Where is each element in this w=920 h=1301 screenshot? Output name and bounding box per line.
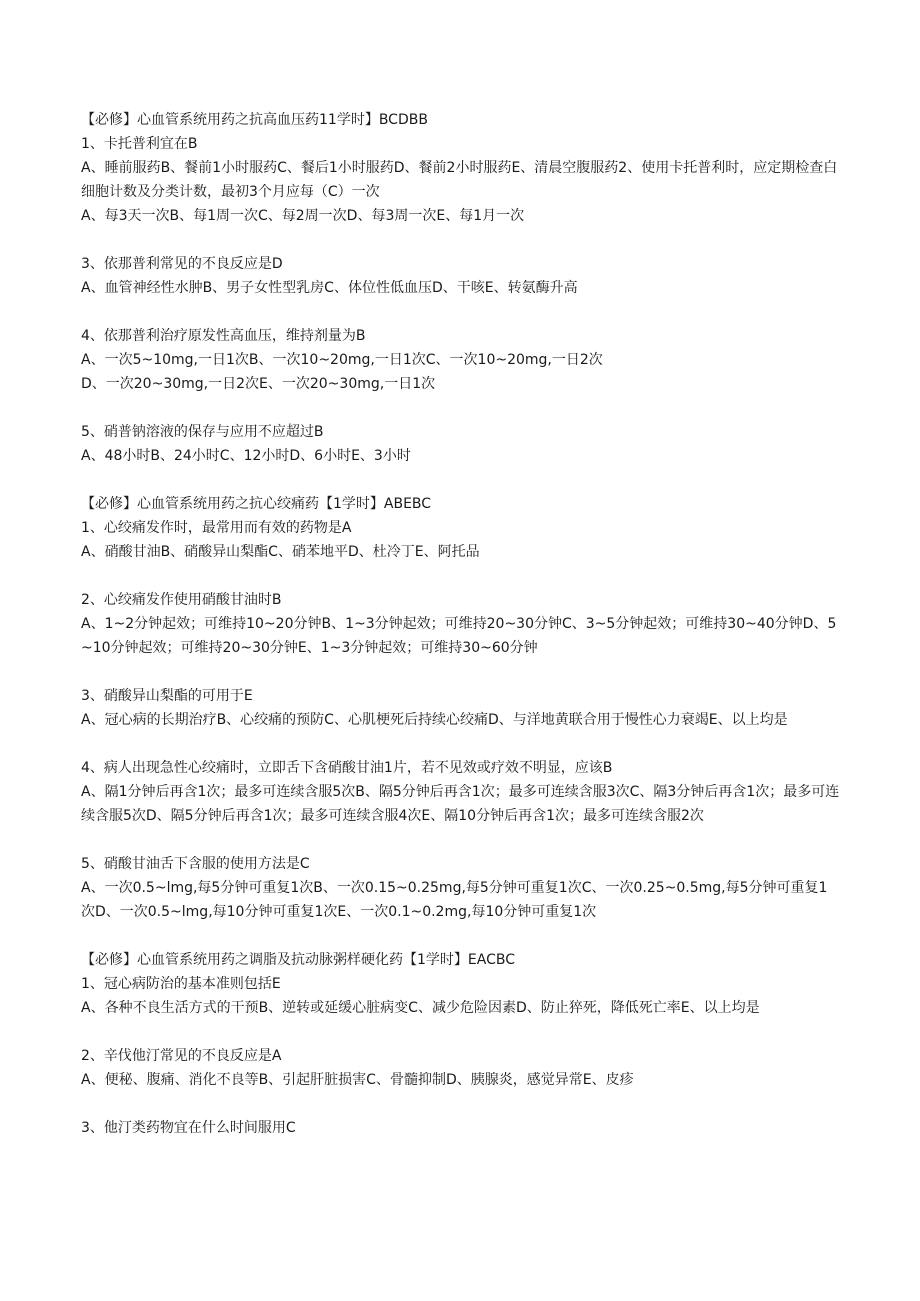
spacer	[81, 564, 841, 588]
section-heading-antianginal: 【必修】心血管系统用药之抗心绞痛药【1学时】ABEBC	[81, 496, 432, 512]
question-2: 2、辛伐他汀常见的不良反应是A	[81, 1048, 282, 1064]
options-1: A、各种不良生活方式的干预B、逆转或延缓心脏病变C、减少危险因素D、防止猝死，降低死亡率E、以上均是	[81, 1000, 760, 1016]
options-1-and-question-2: A、睡前服药B、餐前1小时服药C、餐后1小时服药D、餐前2小时服药E、清晨空腹服药2、使用卡托普利时，应定期检查白细胞计数及分类计数，最初3个月应每（C）一次	[81, 160, 838, 200]
question-1: 1、心绞痛发作时，最常用而有效的药物是A	[81, 520, 352, 536]
question-3: 3、硝酸异山梨酯的可用于E	[81, 688, 253, 704]
question-4: 4、病人出现急性心绞痛时，立即舌下含硝酸甘油1片，若不见效或疗效不明显，应该B	[81, 760, 613, 776]
options-2: A、每3天一次B、每1周一次C、每2周一次D、每3周一次E、每1月一次	[81, 208, 525, 224]
spacer	[81, 1020, 841, 1044]
options-2: A、便秘、腹痛、消化不良等B、引起肝脏损害C、骨髓抑制D、胰腺炎，感觉异常E、皮疹	[81, 1072, 634, 1088]
question-4: 4、依那普利治疗原发性高血压，维持剂量为B	[81, 328, 366, 344]
spacer	[81, 1092, 841, 1116]
spacer	[81, 924, 841, 948]
question-2: 2、心绞痛发作使用硝酸甘油时B	[81, 592, 282, 608]
question-5: 5、硝普钠溶液的保存与应用不应超过B	[81, 424, 324, 440]
spacer	[81, 228, 841, 252]
options-4-line-2: D、一次20~30mg,一日2次E、一次20~30mg,一日1次	[81, 376, 436, 392]
question-5: 5、硝酸甘油舌下含服的使用方法是C	[81, 856, 310, 872]
options-4-line-1: A、一次5~10mg,一日1次B、一次10~20mg,一日1次C、一次10~20mg,一日2次	[81, 352, 603, 368]
question-1: 1、卡托普利宜在B	[81, 136, 198, 152]
options-3: A、血管神经性水肿B、男子女性型乳房C、体位性低血压D、干咳E、转氨酶升高	[81, 280, 578, 296]
options-5: A、48小时B、24小时C、12小时D、6小时E、3小时	[81, 448, 411, 464]
spacer	[81, 300, 841, 324]
options-3: A、冠心病的长期治疗B、心绞痛的预防C、心肌梗死后持续心绞痛D、与洋地黄联合用于慢性心力衰竭E、以上均是	[81, 712, 788, 728]
spacer	[81, 660, 841, 684]
spacer	[81, 828, 841, 852]
options-5: A、一次0.5~lmg,每5分钟可重复1次B、一次0.15~0.25mg,每5分钟可重复1次C、一次0.25~0.5mg,每5分钟可重复1次D、一次0.5~lmg,每10分钟可重复1次E、一次0.1~0.2mg,每10分钟可重复1次	[81, 880, 828, 920]
document-page	[81, 108, 841, 1140]
spacer	[81, 396, 841, 420]
spacer	[81, 468, 841, 492]
spacer	[81, 732, 841, 756]
section-heading-antihypertensive: 【必修】心血管系统用药之抗高血压药11学时】BCDBB	[81, 112, 428, 128]
question-1: 1、冠心病防治的基本准则包括E	[81, 976, 281, 992]
question-3: 3、他汀类药物宜在什么时间服用C	[81, 1120, 296, 1136]
section-heading-lipid-lowering: 【必修】心血管系统用药之调脂及抗动脉粥样硬化药【1学时】EACBC	[81, 952, 515, 968]
options-4: A、隔1分钟后再含1次；最多可连续含服5次B、隔5分钟后再含1次；最多可连续含服3次C、隔3分钟后再含1次；最多可连续含服5次D、隔5分钟后再含1次；最多可连续含服4次E、隔10分钟后再含1次；最多可连续含服2次	[81, 784, 840, 824]
options-2: A、1~2分钟起效；可维持10~20分钟B、1~3分钟起效；可维持20~30分钟C、3~5分钟起效；可维持30~40分钟D、5~10分钟起效；可维持20~30分钟E、1~3分钟起效；可维持30~60分钟	[81, 616, 837, 656]
question-3: 3、依那普利常见的不良反应是D	[81, 256, 283, 272]
options-1: A、硝酸甘油B、硝酸异山梨酯C、硝苯地平D、杜冷丁E、阿托品	[81, 544, 480, 560]
